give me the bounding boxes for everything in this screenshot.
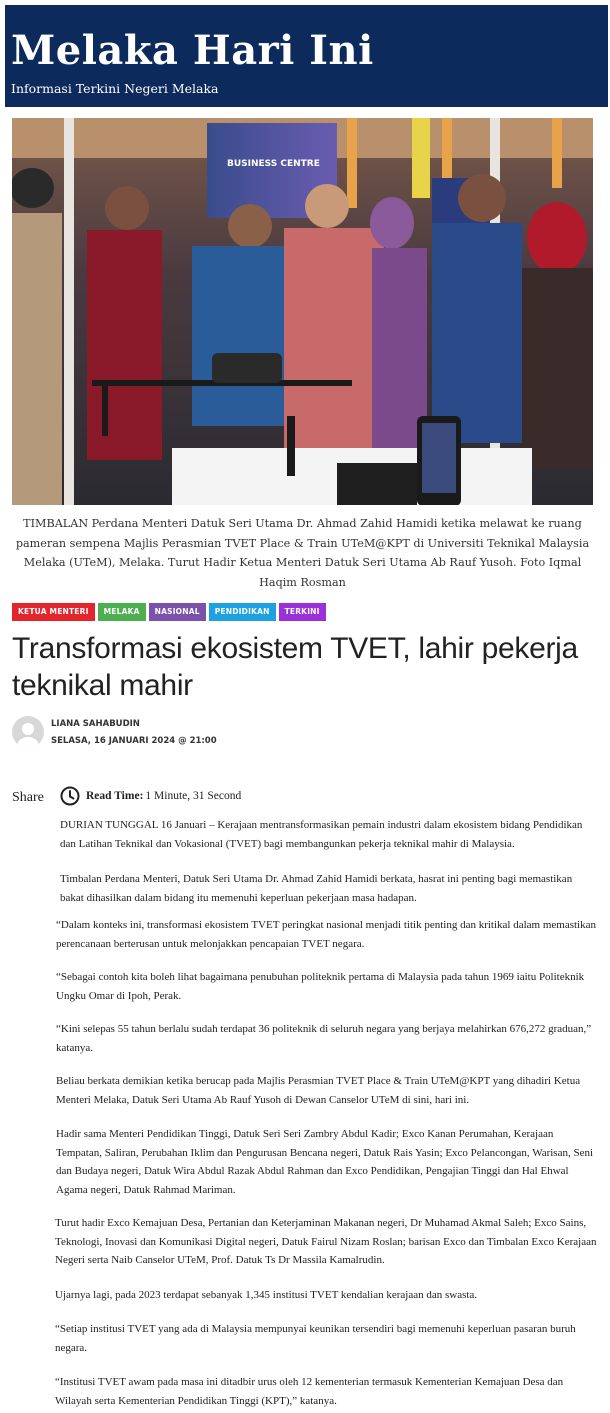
category-tags — [12, 603, 326, 621]
read-time — [60, 785, 241, 807]
article-paragraph: Beliau berkata demikian ketika berucap pada Majlis Perasmian TVET Place & Train UTeM@KPT yang dihadiri Ketua Menteri Melaka, Datuk Seri Utama Ab Rauf Yusoh di Dewan Canselor UTeM di sini, hari ini. — [56, 1075, 581, 1106]
article-paragraph: Timbalan Perdana Menteri, Datuk Seri Utama Dr. Ahmad Zahid Hamidi berkata, hasrat ini penting bagi memastikan bakat dihasilkan dalam bidang itu memenuhi keperluan pekerjaan masa hadapan. — [60, 873, 573, 904]
tag-melaka[interactable]: MELAKA — [98, 603, 146, 621]
tag-terkini[interactable]: TERKINI — [279, 603, 326, 621]
publish-date: SELASA, 16 JANUARI 2024 @ 21:00 — [51, 736, 217, 746]
site-tagline: Informasi Terkini Negeri Melaka — [11, 81, 219, 96]
article-paragraph: “Kini selepas 55 tahun berlalu sudah terdapat 36 politeknik di seluruh negara yang berjaya melahirkan 676,272 graduan,” katanya. — [56, 1023, 592, 1054]
avatar[interactable] — [12, 716, 44, 748]
author-name[interactable]: LIANA SAHABUDIN — [51, 719, 140, 729]
article-paragraph: DURIAN TUNGGAL 16 Januari – Kerajaan mentransformasikan pemain industri dalam ekosistem bidang Pendidikan dan Latihan Teknikal dan Vokasional (TVET) bagi membangunkan pekerja teknikal mahir di Malaysia. — [60, 819, 583, 850]
tag-nasional[interactable]: NASIONAL — [149, 603, 206, 621]
article-paragraph: “Setiap institusi TVET yang ada di Malaysia mempunyai keunikan tersendiri bagi memenuhi keperluan pasaran buruh negara. — [55, 1323, 576, 1354]
featured-photo — [12, 118, 593, 505]
read-time-value: 1 Minute, 31 Second — [145, 790, 242, 802]
read-time-label: Read Time: — [86, 790, 144, 802]
article-paragraph: “Sebagai contoh kita boleh lihat bagaimana penubuhan politeknik pertama di Malaysia pada tahun 1969 iaitu Politeknik Ungku Omar di Ipoh, Perak. — [56, 971, 585, 1002]
tag-ketua-menteri[interactable]: KETUA MENTERI — [12, 603, 95, 621]
site-header — [5, 5, 608, 107]
business-centre-sign: BUSINESS CENTRE — [227, 159, 320, 169]
photo-caption: TIMBALAN Perdana Menteri Datuk Seri Utama Dr. Ahmad Zahid Hamidi ketika melawat ke ruang pameran sempena Majlis Perasmian TVET Place & Train UTeM@KPT di Universiti Teknikal Malaysia Melaka (UTeM), Melaka. Turut Hadir Ketua Menteri Datuk Seri Utama Ab Rauf Yusoh. Foto Iqmal Haqim Rosman — [15, 517, 590, 589]
article-headline: Transformasi ekosistem TVET, lahir pekerja teknikal mahir — [12, 632, 578, 702]
byline — [12, 716, 412, 752]
site-title[interactable]: Melaka Hari Ini — [11, 27, 374, 74]
tag-pendidikan[interactable]: PENDIDIKAN — [209, 603, 276, 621]
article-paragraph: Turut hadir Exco Kemajuan Desa, Pertanian dan Keterjaminan Makanan negeri, Dr Muhamad Akmal Saleh; Exco Sains, Teknologi, Inovasi dan Komunikasi Digital negeri, Datuk Fairul Nizam Roslan; barisan Exco dan Timbalan Exco Kerajaan Negeri serta Naib Canselor UTeM, Prof. Datuk Ts Dr Massila Kamalrudin. — [55, 1217, 597, 1266]
article-paragraph: Ujarnya lagi, pada 2023 terdapat sebanyak 1,345 institusi TVET kendalian kerajaan dan swasta. — [55, 1289, 478, 1301]
share-label: Share — [12, 790, 44, 805]
article-paragraph: “Dalam konteks ini, transformasi ekosistem TVET peringkat nasional menjadi titik penting dan kritikal dalam memastikan perencanaan berterusan untuk melonjakkan pencapaian TVET negara. — [56, 919, 596, 950]
article-paragraph: Hadir sama Menteri Pendidikan Tinggi, Datuk Seri Seri Zambry Abdul Kadir; Exco Kanan Perumahan, Kerajaan Tempatan, Saliran, Perubahan Iklim dan Pengurusan Bencana negeri, Datuk Rais Yasin; Exco Pelancongan, Warisan, Seni dan Budaya negeri, Datuk Wira Abdul Razak Abdul Rahman dan Exco Pendidikan, Pengajian Tinggi dan Hal Ehwal Agama negeri, Datuk Rahmad Mariman. — [56, 1128, 594, 1196]
article-paragraph: “Institusi TVET awam pada masa ini ditadbir urus oleh 12 kementerian termasuk Kementerian Kemajuan Desa dan Wilayah serta Kementerian Pendidikan Tinggi (KPT),” katanya. — [55, 1376, 564, 1407]
clock-icon — [60, 786, 80, 806]
